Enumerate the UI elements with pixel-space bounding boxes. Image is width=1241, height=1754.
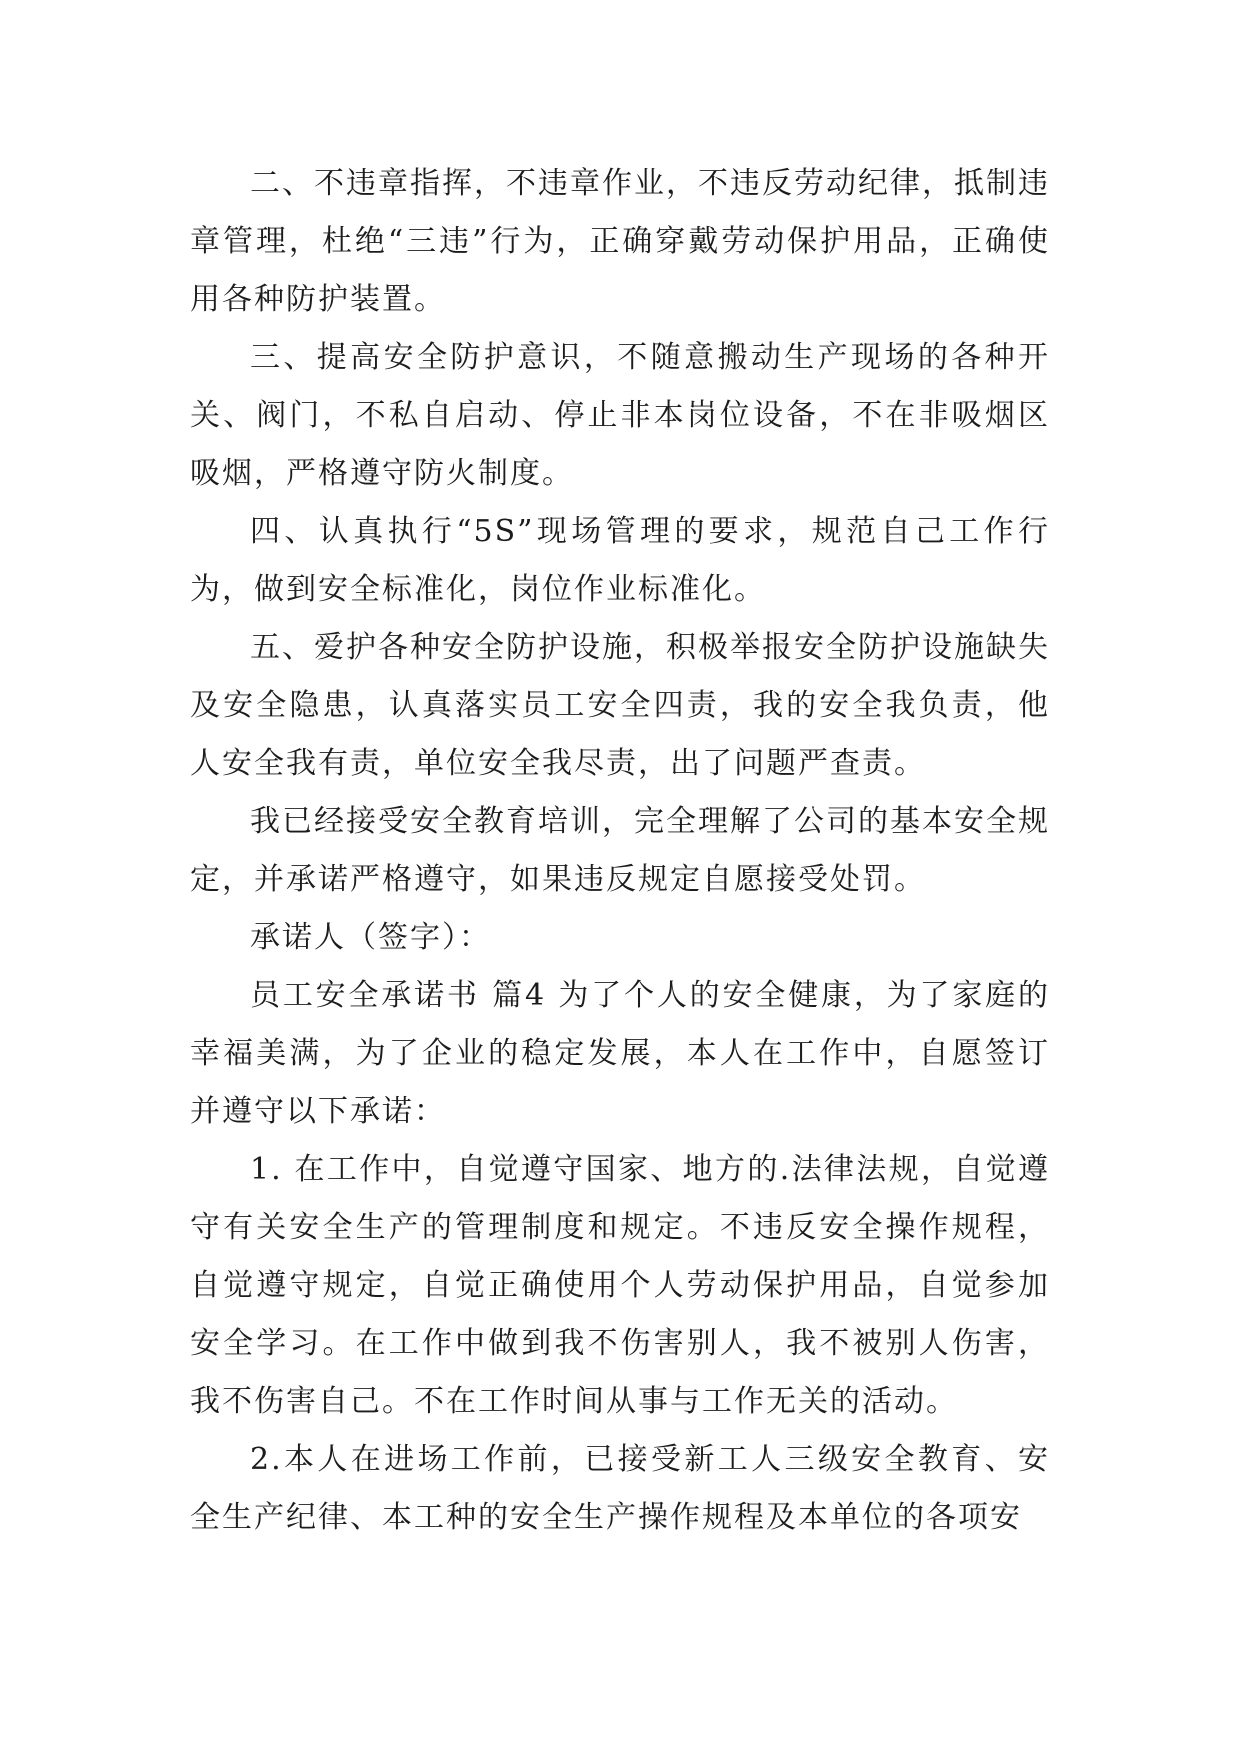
paragraph-rule-3: 三、提高安全防护意识，不随意搬动生产现场的各种开关、阀门，不私自启动、停止非本岗位设备，不在非吸烟区吸烟，严格遵守防火制度。	[190, 340, 1050, 491]
paragraph-item-2: 2.本人在进场工作前，已接受新工人三级安全教育、安全生产纪律、本工种的安全生产操作规程及本单位的各项安	[190, 1442, 1050, 1535]
paragraph-rule-5: 五、爱护各种安全防护设施，积极举报安全防护设施缺失及安全隐患，认真落实员工安全四责，我的安全我负责，他人安全我有责，单位安全我尽责，出了问题严查责。	[190, 630, 1050, 781]
paragraph-item-1: 1. 在工作中，自觉遵守国家、地方的.法律法规，自觉遵守有关安全生产的管理制度和规定。不违反安全操作规程，自觉遵守规定，自觉正确使用个人劳动保护用品，自觉参加安全学习。在工作中做到我不伤害别人，我不被别人伤害，我不伤害自己。不在工作时间从事与工作无关的活动。	[190, 1152, 1050, 1419]
paragraph-signature-line: 承诺人（签字）：	[250, 920, 491, 955]
paragraph-section-4-intro: 员工安全承诺书 篇4 为了个人的安全健康，为了家庭的幸福美满，为了企业的稳定发展，本人在工作中，自愿签订并遵守以下承诺：	[190, 978, 1050, 1129]
paragraph-rule-2: 二、不违章指挥，不违章作业，不违反劳动纪律，抵制违章管理，杜绝“三违”行为，正确穿戴劳动保护用品，正确使用各种防护装置。	[190, 166, 1050, 317]
paragraph-acknowledgement: 我已经接受安全教育培训，完全理解了公司的基本安全规定，并承诺严格遵守，如果违反规定自愿接受处罚。	[190, 804, 1050, 897]
document-body	[190, 155, 1050, 1547]
paragraph-rule-4: 四、认真执行“5S”现场管理的要求，规范自己工作行为，做到安全标准化，岗位作业标准化。	[190, 514, 1050, 607]
